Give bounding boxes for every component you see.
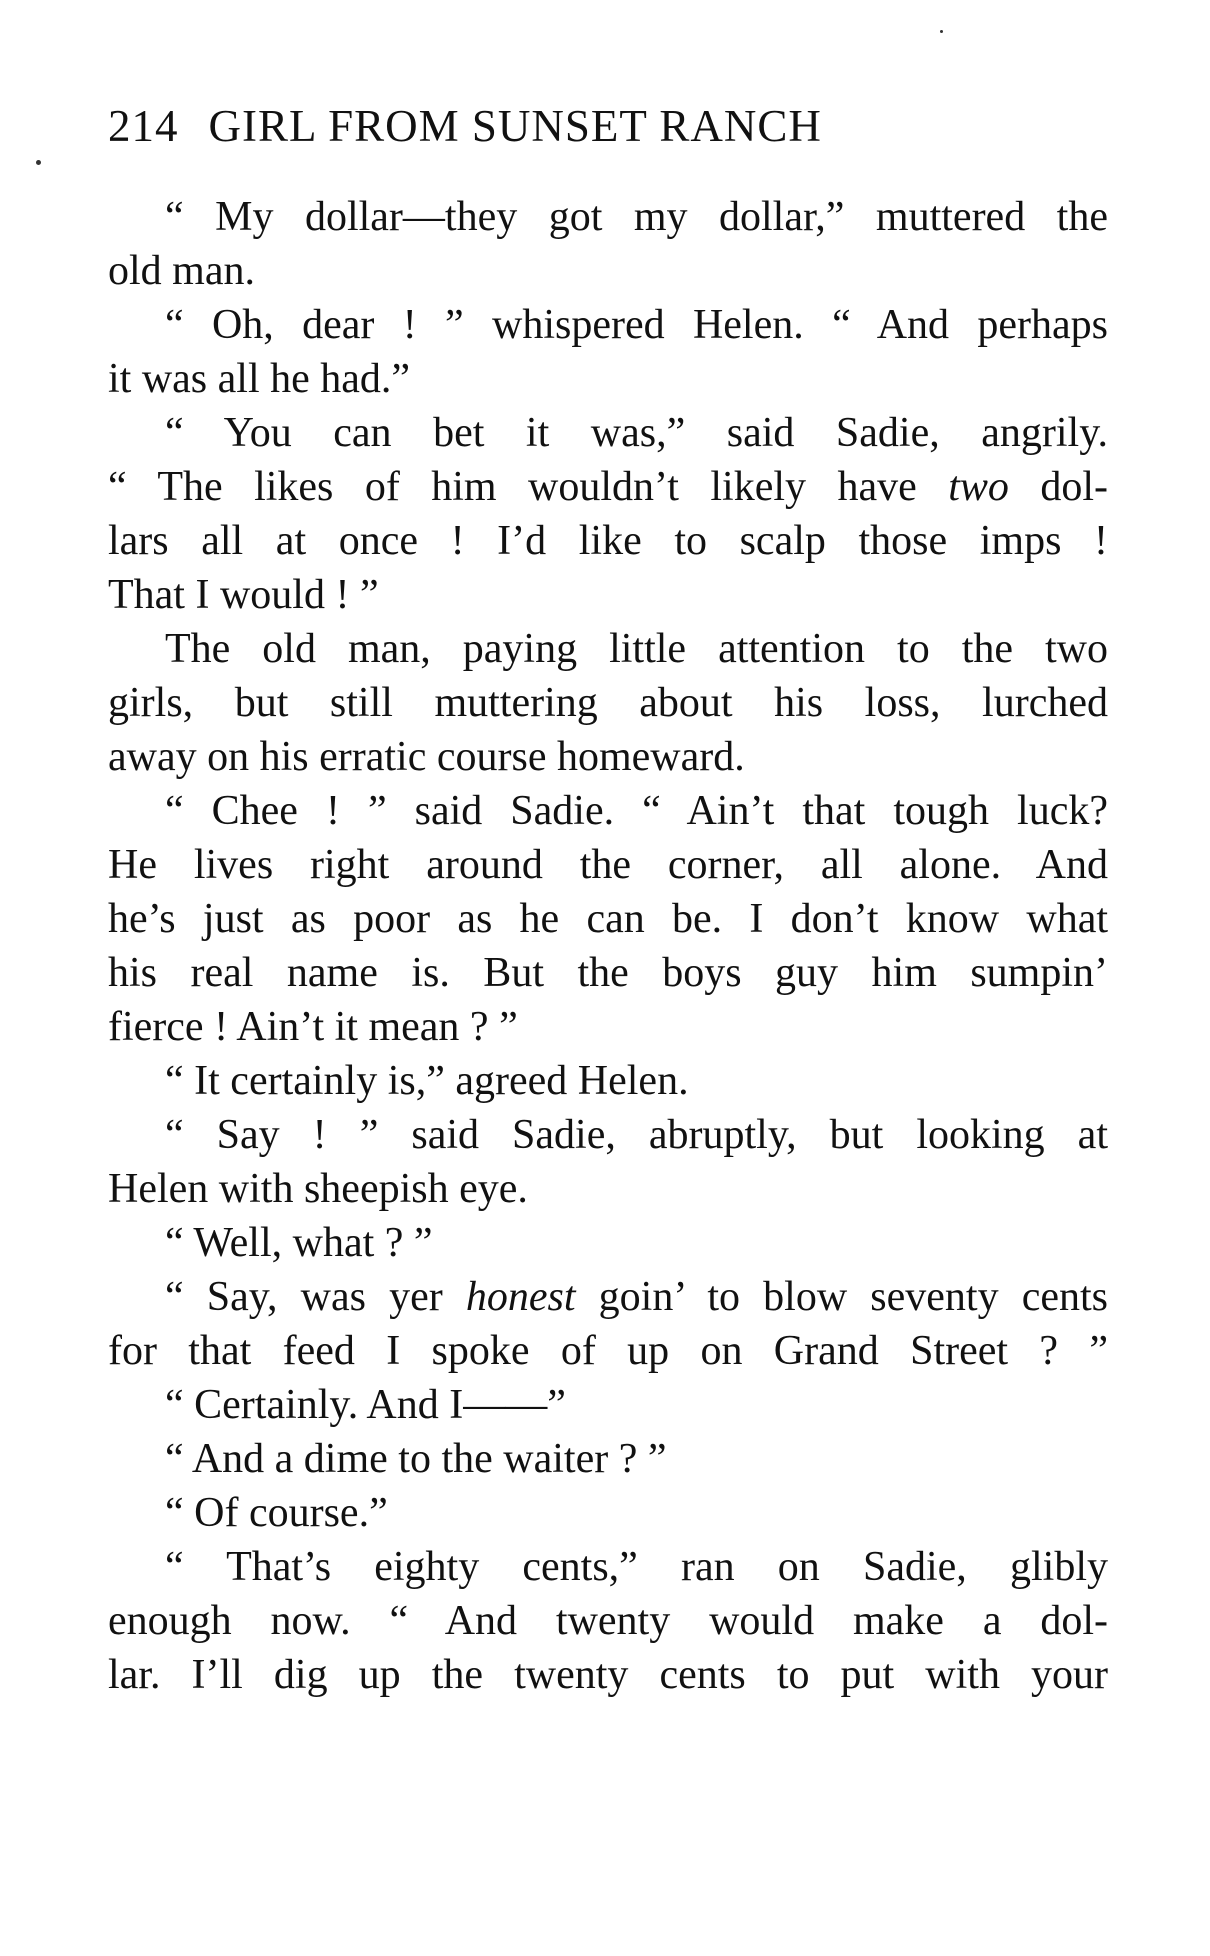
text-line: his real name is. But the boys guy him sumpin’: [108, 950, 1108, 996]
running-header: [108, 96, 1108, 156]
text-line: “ That’s eighty cents,” ran on Sadie, glibly: [165, 1544, 1108, 1590]
text-line: for that feed I spoke of up on Grand Street ? ”: [108, 1328, 1108, 1374]
text-line: “ And a dime to the waiter ? ”: [165, 1436, 667, 1482]
text-line: away on his erratic course homeward.: [108, 734, 745, 780]
speck-mark: [36, 160, 41, 165]
speck-mark: [940, 30, 943, 33]
text-line: “ Certainly. And I——”: [165, 1382, 566, 1428]
text-line: “ Well, what ? ”: [165, 1220, 433, 1266]
text-line: That I would ! ”: [108, 572, 379, 618]
text-line: “ Say ! ” said Sadie, abruptly, but looking at: [165, 1112, 1108, 1158]
page-number: 214: [108, 101, 179, 151]
text-line: “ My dollar—they got my dollar,” muttered the: [165, 194, 1108, 240]
text-line: [108, 460, 1108, 514]
text-run: goin’ to blow seventy cents: [575, 1274, 1108, 1320]
text-line: old man.: [108, 248, 255, 294]
text-line: “ Chee ! ” said Sadie. “ Ain’t that tough luck?: [165, 788, 1108, 834]
body-text: [108, 190, 1108, 1702]
text-line: Helen with sheepish eye.: [108, 1166, 528, 1212]
text-run: “ The likes of him wouldn’t likely have: [108, 464, 949, 510]
text-line: enough now. “ And twenty would make a dol-: [108, 1598, 1108, 1644]
text-line: lars all at once ! I’d like to scalp those imps !: [108, 518, 1108, 564]
italic-word: two: [948, 464, 1009, 510]
text-line: He lives right around the corner, all alone. And: [108, 842, 1108, 888]
text-line: “ Of course.”: [165, 1490, 388, 1536]
text-line: [108, 1270, 1108, 1324]
text-line: lar. I’ll dig up the twenty cents to put with your: [108, 1652, 1108, 1698]
text-line: “ It certainly is,” agreed Helen.: [165, 1058, 689, 1104]
text-line: The old man, paying little attention to the two: [165, 626, 1108, 672]
text-line: it was all he had.”: [108, 356, 411, 402]
italic-word: honest: [465, 1274, 576, 1320]
text-line: fierce ! Ain’t it mean ? ”: [108, 1004, 518, 1050]
text-line: girls, but still muttering about his loss, lurched: [108, 680, 1108, 726]
running-title: GIRL FROM SUNSET RANCH: [208, 101, 822, 151]
text-line: “ Oh, dear ! ” whispered Helen. “ And perhaps: [165, 302, 1108, 348]
text-line: “ You can bet it was,” said Sadie, angrily.: [165, 410, 1108, 456]
text-line: he’s just as poor as he can be. I don’t know what: [108, 896, 1108, 942]
text-run: “ Say, was yer: [165, 1274, 466, 1320]
text-run: dol-: [1008, 464, 1109, 510]
